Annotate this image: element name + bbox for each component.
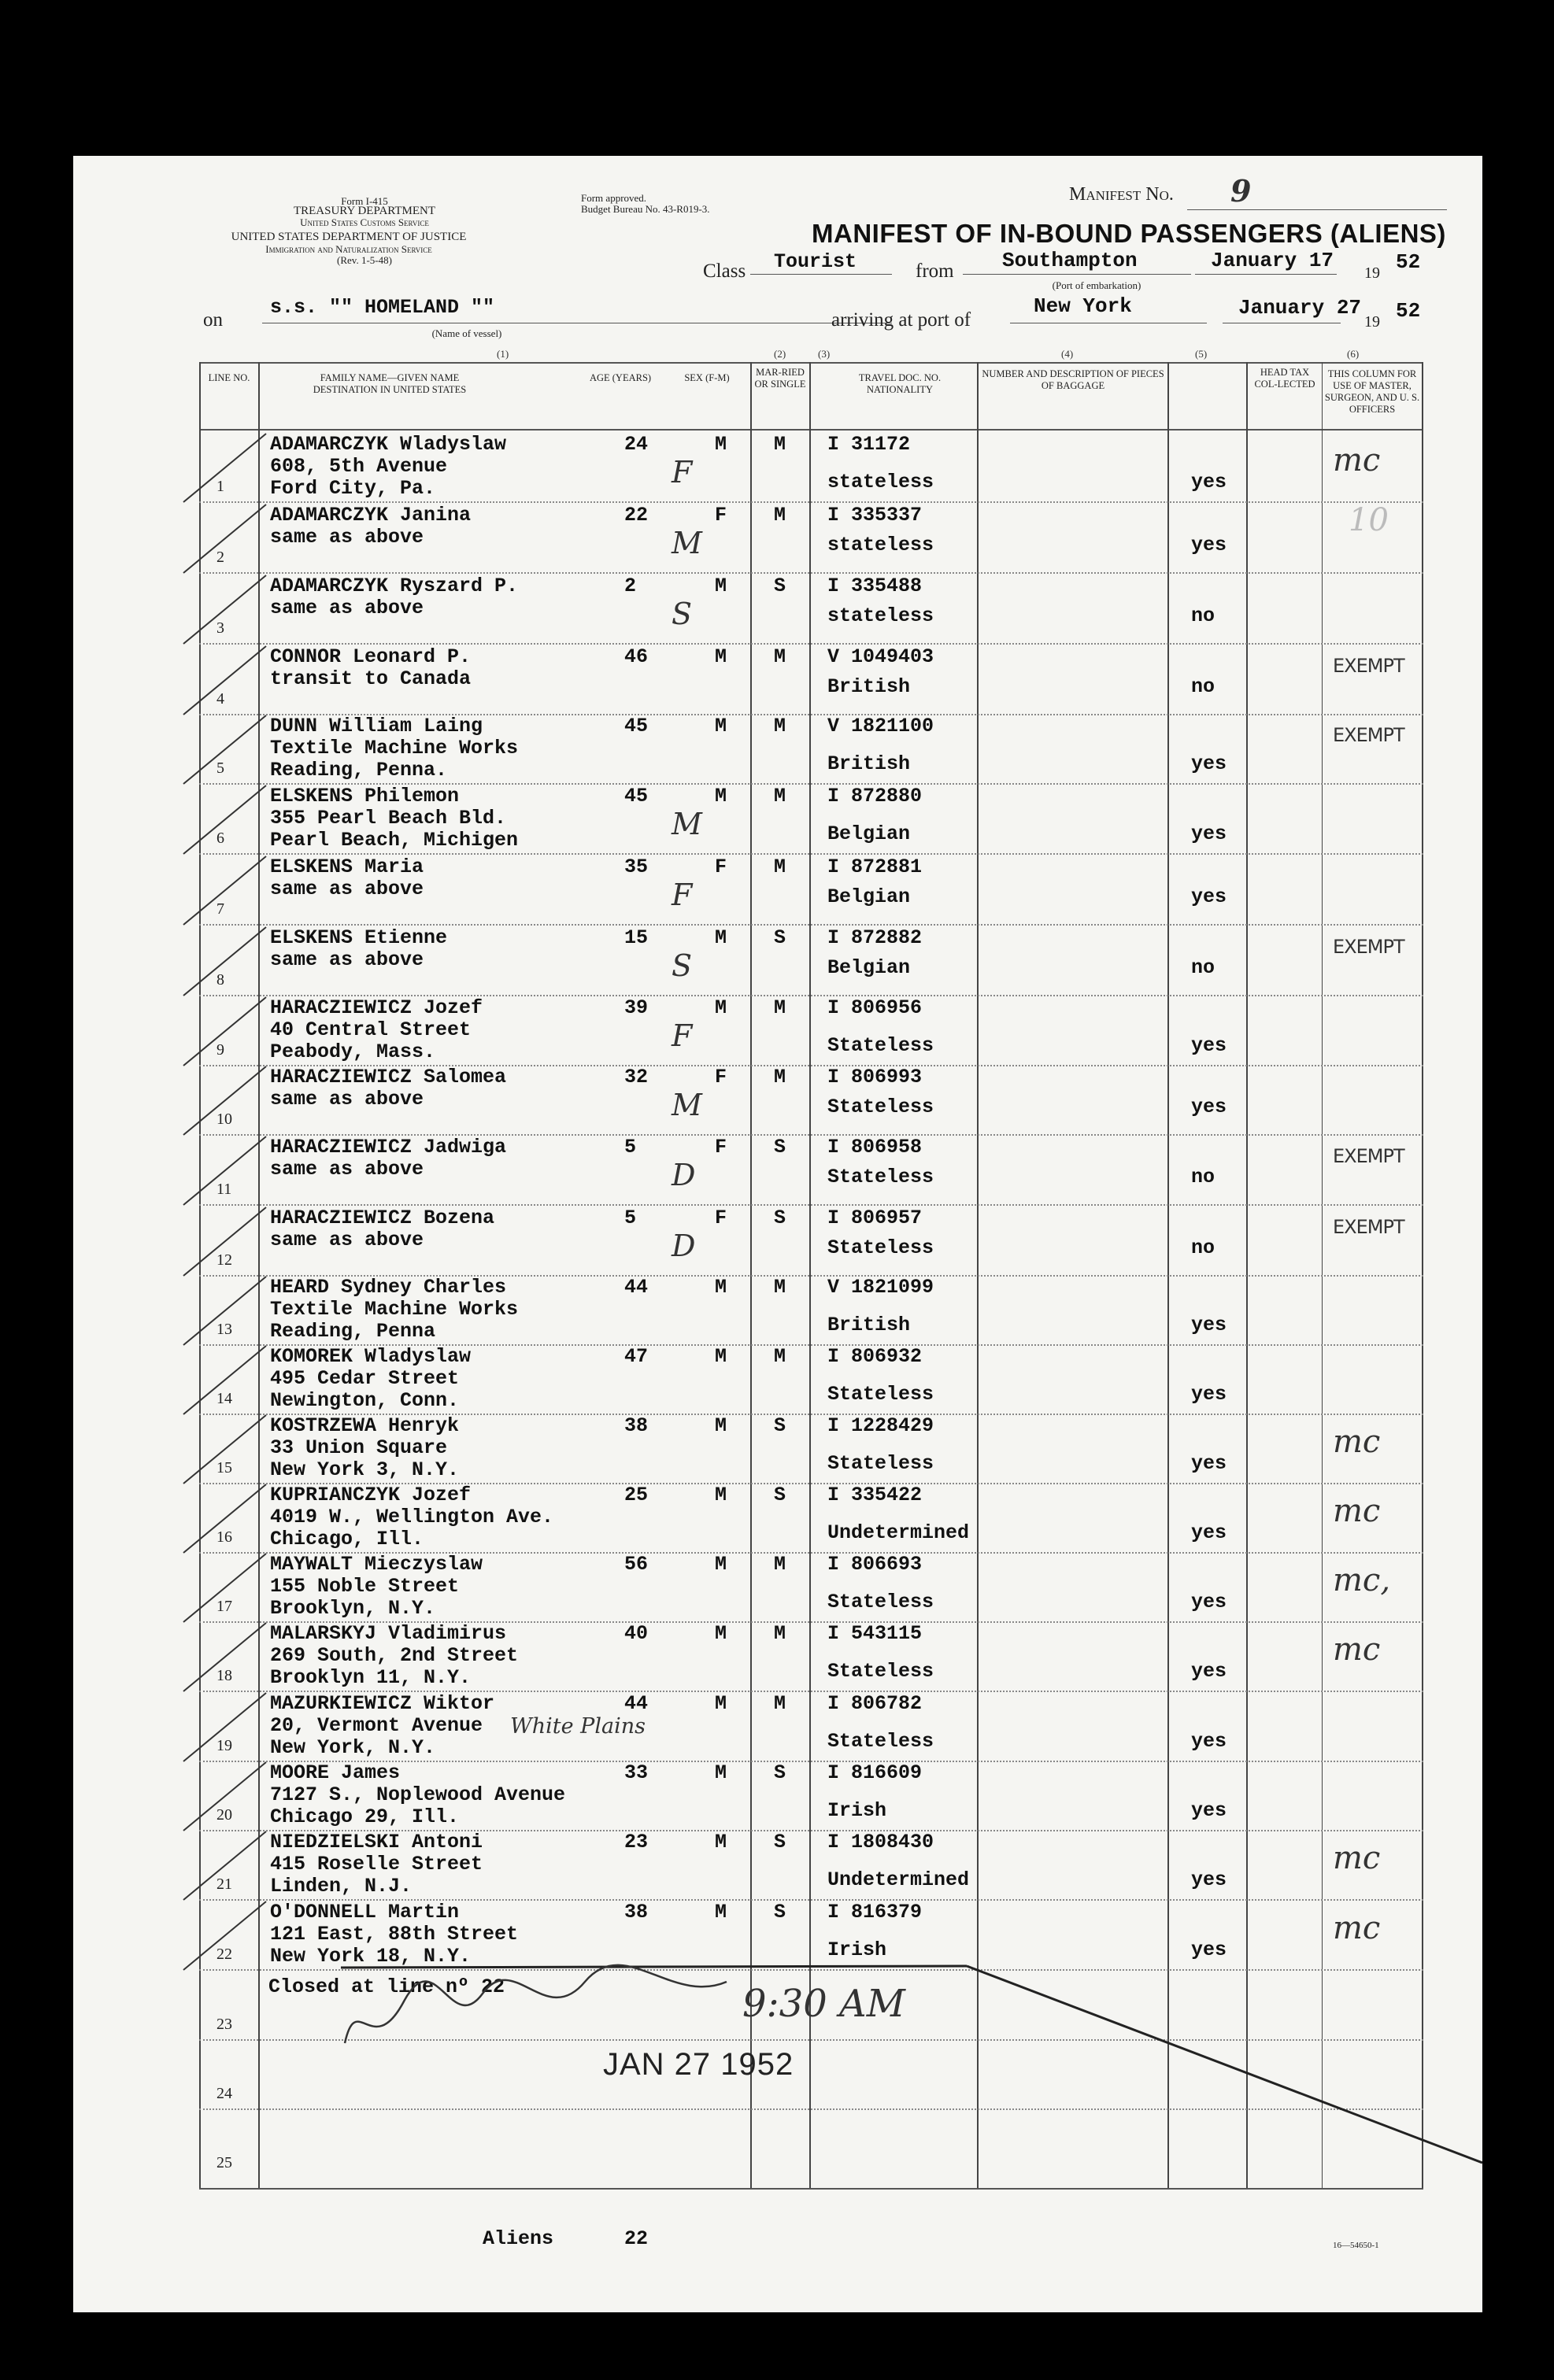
column-number: (4) — [1061, 348, 1074, 360]
form-number: Form I-415 — [341, 195, 388, 207]
passenger-name: ADAMARCZYK Wladyslaw — [270, 433, 507, 456]
sex-value: M — [715, 645, 727, 668]
year-prefix: 19 — [1364, 264, 1380, 282]
nationality-value: Stateless — [827, 1591, 934, 1613]
head-tax-value: no — [1191, 1236, 1215, 1259]
destination-line-1: 355 Pearl Beach Bld. — [270, 807, 507, 830]
closing-signature-lines — [73, 156, 1482, 2312]
officer-note: EXEMPT — [1333, 936, 1404, 958]
head-tax-value: yes — [1191, 1799, 1227, 1822]
sex-value: F — [715, 1066, 727, 1088]
class-label: Class — [703, 261, 746, 282]
sex-value: M — [715, 1831, 727, 1853]
arrival-year: 52 — [1396, 299, 1421, 323]
nationality-value: Irish — [827, 1938, 887, 1961]
destination-line-2: Chicago 29, Ill. — [270, 1805, 460, 1828]
destination-line-2: Brooklyn 11, N.Y. — [270, 1666, 472, 1689]
head-tax-value: yes — [1191, 534, 1227, 556]
form-code: 16—54650-1 — [1333, 2241, 1379, 2250]
column-number: (5) — [1195, 348, 1208, 360]
head-tax-value: yes — [1191, 1452, 1227, 1475]
header-destination: DESTINATION IN UNITED STATES — [313, 384, 467, 395]
destination-line-1: 40 Central Street — [270, 1018, 472, 1041]
line-number: 6 — [216, 830, 224, 847]
destination-line-2: New York 18, N.Y. — [270, 1945, 472, 1968]
header-sex: SEX (F-M) — [684, 372, 730, 383]
column-number: (6) — [1347, 348, 1360, 360]
officer-note: mc — [1333, 442, 1381, 479]
head-tax-value: yes — [1191, 822, 1227, 845]
sex-value: M — [715, 1276, 727, 1299]
travel-doc-number: I 872881 — [827, 856, 923, 878]
head-tax-value: yes — [1191, 752, 1227, 775]
header-head-tax: HEAD TAX COL-LECTED — [1254, 367, 1315, 390]
marital-status: S — [774, 1831, 786, 1853]
marital-status: M — [774, 715, 786, 737]
destination-line-2: Reading, Penna. — [270, 759, 448, 782]
handwritten-sex-mark: M — [672, 526, 702, 560]
age-value: 15 — [624, 926, 649, 949]
sex-value: F — [715, 1136, 727, 1159]
arrival-year-prefix: 19 — [1364, 313, 1380, 331]
marital-status: M — [774, 1345, 786, 1368]
sex-value: F — [715, 1207, 727, 1229]
nationality-value: Belgian — [827, 822, 911, 845]
age-value: 5 — [624, 1207, 637, 1229]
age-value: 56 — [624, 1553, 649, 1576]
age-value: 45 — [624, 715, 649, 737]
destination-line-1: same as above — [270, 1088, 424, 1111]
header-age: AGE (YEARS) — [589, 372, 652, 383]
line-number: 1 — [216, 478, 224, 495]
line-number: 7 — [216, 900, 224, 918]
destination-line-1: 495 Cedar Street — [270, 1367, 460, 1390]
officer-note: mc — [1333, 1840, 1381, 1876]
on-label: on — [203, 309, 223, 331]
passenger-name: KOMOREK Wladyslaw — [270, 1345, 472, 1368]
from-port: Southampton — [1002, 249, 1138, 272]
nationality-value: Stateless — [827, 1096, 934, 1118]
head-tax-value: yes — [1191, 1868, 1227, 1891]
line-number: 8 — [216, 971, 224, 989]
travel-doc-number: I 31172 — [827, 433, 911, 456]
port-caption: (Port of embarkation) — [1052, 279, 1141, 291]
line-number: 23 — [216, 2016, 232, 2033]
travel-doc-number: I 806957 — [827, 1207, 923, 1229]
destination-line-1: 33 Union Square — [270, 1436, 448, 1459]
sex-value: M — [715, 575, 727, 597]
head-tax-value: yes — [1191, 1591, 1227, 1613]
header-line-no: LINE NO. — [208, 372, 250, 383]
officer-note: mc — [1333, 1632, 1381, 1668]
marital-status: M — [774, 1692, 786, 1715]
destination-line-2: New York, N.Y. — [270, 1736, 436, 1759]
destination-line-1: 269 South, 2nd Street — [270, 1644, 519, 1667]
handwritten-sex-mark: S — [672, 948, 693, 983]
passenger-name: ADAMARCZYK Ryszard P. — [270, 575, 519, 597]
travel-doc-number: I 335337 — [827, 504, 923, 527]
line-number: 5 — [216, 759, 224, 777]
head-tax-value: yes — [1191, 471, 1227, 493]
travel-doc-number: I 806958 — [827, 1136, 923, 1159]
marital-status: M — [774, 996, 786, 1019]
head-tax-value: yes — [1191, 1730, 1227, 1753]
header-family-name: FAMILY NAME—GIVEN NAME — [320, 372, 460, 383]
destination-line-2: Pearl Beach, Michigen — [270, 829, 519, 852]
handwritten-sex-mark: M — [672, 1088, 702, 1122]
destination-line-1: 608, 5th Avenue — [270, 455, 448, 478]
age-value: 46 — [624, 645, 649, 668]
marital-status: S — [774, 1136, 786, 1159]
nationality-value: British — [827, 675, 911, 698]
passenger-name: ELSKENS Maria — [270, 856, 424, 878]
destination-line-1: same as above — [270, 597, 424, 619]
nationality-value: Stateless — [827, 1034, 934, 1057]
line-number: 14 — [216, 1390, 232, 1407]
nationality-value: stateless — [827, 534, 934, 556]
handwritten-sex-mark: F — [672, 455, 693, 490]
marital-status: S — [774, 1414, 786, 1437]
officer-note: mc — [1333, 1910, 1381, 1946]
sex-value: M — [715, 715, 727, 737]
destination-line-1: 121 East, 88th Street — [270, 1923, 519, 1946]
line-number: 2 — [216, 549, 224, 566]
handwritten-sex-mark: S — [672, 597, 693, 631]
manifest-number: 9 — [1230, 173, 1252, 209]
head-tax-value: yes — [1191, 1521, 1227, 1544]
destination-line-1: same as above — [270, 526, 424, 549]
passenger-name: MAZURKIEWICZ Wiktor — [270, 1692, 495, 1715]
travel-doc-number: I 872880 — [827, 785, 923, 808]
class-value: Tourist — [774, 250, 857, 273]
officer-note: mc — [1333, 1493, 1381, 1529]
travel-doc-number: I 335422 — [827, 1484, 923, 1506]
handwritten-sex-mark: F — [672, 878, 693, 912]
passenger-name: MOORE James — [270, 1761, 401, 1784]
age-value: 22 — [624, 504, 649, 527]
marital-status: M — [774, 1066, 786, 1088]
head-tax-value: yes — [1191, 1383, 1227, 1406]
line-number: 11 — [216, 1181, 232, 1198]
line-number: 12 — [216, 1251, 232, 1269]
manifest-no-label: Manifest No. — [1069, 184, 1174, 205]
arrival-date: January 27 — [1238, 296, 1362, 320]
sex-value: M — [715, 1692, 727, 1715]
sex-value: M — [715, 1901, 727, 1924]
destination-line-2: Peabody, Mass. — [270, 1040, 436, 1063]
line-number: 22 — [216, 1946, 232, 1963]
sex-value: M — [715, 1553, 727, 1576]
head-tax-value: yes — [1191, 1938, 1227, 1961]
destination-line-1: transit to Canada — [270, 667, 472, 690]
sex-value: F — [715, 856, 727, 878]
customs-service: United States Customs Service — [300, 216, 429, 228]
age-value: 45 — [624, 785, 649, 808]
nationality-value: Undetermined — [827, 1521, 970, 1544]
head-tax-value: yes — [1191, 885, 1227, 908]
nationality-value: British — [827, 1314, 911, 1336]
nationality-value: Stateless — [827, 1730, 934, 1753]
marital-status: S — [774, 1484, 786, 1506]
closed-note: Closed at line nº 22 — [268, 1975, 505, 1998]
line-number: 4 — [216, 690, 224, 708]
travel-doc-number: I 806956 — [827, 996, 923, 1019]
vessel-caption: (Name of vessel) — [431, 327, 502, 339]
marital-status: M — [774, 645, 786, 668]
marital-status: S — [774, 1901, 786, 1924]
ins-service: Immigration and Naturalization Service — [265, 243, 432, 255]
passenger-name: MALARSKYJ Vladimirus — [270, 1622, 507, 1645]
age-value: 38 — [624, 1901, 649, 1924]
travel-doc-number: I 806693 — [827, 1553, 923, 1576]
line-number: 10 — [216, 1111, 232, 1128]
passenger-name: HARACZIEWICZ Jozef — [270, 996, 483, 1019]
age-value: 44 — [624, 1692, 649, 1715]
closing-time: 9:30 AM — [742, 1982, 905, 2026]
age-value: 35 — [624, 856, 649, 878]
travel-doc-number: I 806782 — [827, 1692, 923, 1715]
travel-doc-number: V 1821099 — [827, 1276, 934, 1299]
vessel-name: s.s. "" HOMELAND "" — [270, 296, 495, 319]
age-value: 33 — [624, 1761, 649, 1784]
age-value: 47 — [624, 1345, 649, 1368]
officer-note: EXEMPT — [1333, 1145, 1404, 1167]
manifest-title: MANIFEST OF IN-BOUND PASSENGERS (ALIENS) — [812, 219, 1446, 248]
passenger-name: HARACZIEWICZ Bozena — [270, 1207, 495, 1229]
nationality-value: Stateless — [827, 1383, 934, 1406]
head-tax-value: yes — [1191, 1660, 1227, 1683]
sex-value: M — [715, 996, 727, 1019]
aliens-label: Aliens — [483, 2227, 554, 2250]
nationality-value: Belgian — [827, 885, 911, 908]
handwritten-sex-mark: F — [672, 1018, 693, 1053]
nationality-value: Stateless — [827, 1660, 934, 1683]
head-tax-value: yes — [1191, 1034, 1227, 1057]
sex-value: M — [715, 1622, 727, 1645]
head-tax-value: yes — [1191, 1096, 1227, 1118]
passenger-name: HARACZIEWICZ Salomea — [270, 1066, 507, 1088]
sex-value: M — [715, 785, 727, 808]
destination-line-1: 20, Vermont Avenue — [270, 1714, 483, 1737]
age-value: 40 — [624, 1622, 649, 1645]
arriving-label: arriving at port of — [831, 309, 971, 331]
destination-line-1: same as above — [270, 948, 424, 971]
passenger-name: ELSKENS Etienne — [270, 926, 448, 949]
line-number: 13 — [216, 1321, 232, 1338]
destination-line-2: Newington, Conn. — [270, 1389, 460, 1412]
date-stamp: JAN 27 1952 — [603, 2047, 794, 2082]
marital-status: M — [774, 433, 786, 456]
sex-value: M — [715, 433, 727, 456]
line-number: 9 — [216, 1041, 224, 1059]
marital-status: S — [774, 1761, 786, 1784]
travel-doc-number: I 1228429 — [827, 1414, 934, 1437]
head-tax-value: no — [1191, 604, 1215, 627]
marital-status: S — [774, 926, 786, 949]
sex-value: M — [715, 1345, 727, 1368]
travel-doc-number: I 816379 — [827, 1901, 923, 1924]
destination-line-1: same as above — [270, 1229, 424, 1251]
form-approved: Form approved. — [581, 192, 647, 204]
sex-value: M — [715, 1761, 727, 1784]
line-number: 16 — [216, 1528, 232, 1546]
travel-doc-number: I 335488 — [827, 575, 923, 597]
treasury-department: TREASURY DEPARTMENT — [293, 205, 436, 217]
marital-status: M — [774, 1276, 786, 1299]
officer-note: mc — [1333, 1424, 1381, 1460]
destination-line-1: Textile Machine Works — [270, 1298, 519, 1321]
header-travel-doc: TRAVEL DOC. NO. — [858, 372, 942, 383]
line-number: 17 — [216, 1598, 232, 1615]
passenger-name: CONNOR Leonard P. — [270, 645, 472, 668]
line-number: 21 — [216, 1876, 232, 1893]
age-value: 2 — [624, 575, 637, 597]
sex-value: M — [715, 1484, 727, 1506]
header-officers: THIS COLUMN FOR USE OF MASTER, SURGEON, AND U. S. OFFICERS — [1324, 368, 1420, 415]
line-number: 18 — [216, 1667, 232, 1684]
head-tax-value: no — [1191, 956, 1215, 979]
handwritten-sex-mark: M — [672, 807, 702, 841]
destination-line-1: same as above — [270, 1158, 424, 1181]
travel-doc-number: I 543115 — [827, 1622, 923, 1645]
age-value: 5 — [624, 1136, 637, 1159]
travel-doc-number: I 806932 — [827, 1345, 923, 1368]
sex-value: M — [715, 926, 727, 949]
nationality-value: stateless — [827, 604, 934, 627]
head-tax-value: yes — [1191, 1314, 1227, 1336]
officer-note: EXEMPT — [1333, 1216, 1404, 1238]
departure-date: January 17 — [1211, 249, 1334, 272]
marital-status: S — [774, 575, 786, 597]
passenger-name: NIEDZIELSKI Antoni — [270, 1831, 483, 1853]
age-value: 32 — [624, 1066, 649, 1088]
from-label: from — [916, 261, 954, 282]
white-plains-note: White Plains — [510, 1714, 646, 1739]
travel-doc-number: I 1808430 — [827, 1831, 934, 1853]
travel-doc-number: V 1821100 — [827, 715, 934, 737]
age-value: 25 — [624, 1484, 649, 1506]
age-value: 44 — [624, 1276, 649, 1299]
handwritten-sex-mark: D — [672, 1158, 696, 1192]
passenger-name: ADAMARCZYK Janina — [270, 504, 472, 527]
nationality-value: Belgian — [827, 956, 911, 979]
destination-line-1: 7127 S., Noplewood Avenue — [270, 1783, 566, 1806]
departure-year: 52 — [1396, 250, 1421, 274]
header-baggage: NUMBER AND DESCRIPTION OF PIECES OF BAGGAGE — [982, 368, 1164, 391]
destination-line-2: Linden, N.J. — [270, 1875, 413, 1898]
column-number: (3) — [818, 348, 831, 360]
sex-value: F — [715, 504, 727, 527]
age-value: 38 — [624, 1414, 649, 1437]
travel-doc-number: I 816609 — [827, 1761, 923, 1784]
passenger-name: DUNN William Laing — [270, 715, 483, 737]
passenger-name: HARACZIEWICZ Jadwiga — [270, 1136, 507, 1159]
travel-doc-number: V 1049403 — [827, 645, 934, 668]
passenger-name: KOSTRZEWA Henryk — [270, 1414, 460, 1437]
age-value: 39 — [624, 996, 649, 1019]
margin-note-10: 10 — [1349, 502, 1389, 538]
age-value: 23 — [624, 1831, 649, 1853]
travel-doc-number: I 806993 — [827, 1066, 923, 1088]
aliens-count: 22 — [624, 2227, 649, 2250]
passenger-name: ELSKENS Philemon — [270, 785, 460, 808]
destination-line-2: Reading, Penna — [270, 1320, 436, 1343]
arrival-port: New York — [1034, 294, 1132, 318]
passenger-name: KUPRIANCZYK Jozef — [270, 1484, 472, 1506]
marital-status: M — [774, 1622, 786, 1645]
travel-doc-number: I 872882 — [827, 926, 923, 949]
destination-line-2: Chicago, Ill. — [270, 1528, 424, 1550]
destination-line-1: 4019 W., Wellington Ave. — [270, 1506, 554, 1528]
line-number: 3 — [216, 619, 224, 637]
nationality-value: Stateless — [827, 1452, 934, 1475]
department-of-justice: UNITED STATES DEPARTMENT OF JUSTICE — [231, 231, 467, 243]
destination-line-2: Ford City, Pa. — [270, 477, 436, 500]
head-tax-value: no — [1191, 1166, 1215, 1188]
nationality-value: British — [827, 752, 911, 775]
officer-note: EXEMPT — [1333, 655, 1404, 677]
header-married: MAR-RIED OR SINGLE — [754, 367, 806, 390]
destination-line-1: 415 Roselle Street — [270, 1853, 483, 1876]
nationality-value: Irish — [827, 1799, 887, 1822]
line-number: 20 — [216, 1806, 232, 1824]
line-number: 25 — [216, 2154, 232, 2171]
nationality-value: Undetermined — [827, 1868, 970, 1891]
marital-status: M — [774, 856, 786, 878]
nationality-value: Stateless — [827, 1236, 934, 1259]
line-number: 24 — [216, 2085, 232, 2102]
marital-status: M — [774, 504, 786, 527]
destination-line-2: Brooklyn, N.Y. — [270, 1597, 436, 1620]
age-value: 24 — [624, 433, 649, 456]
passenger-name: O'DONNELL Martin — [270, 1901, 460, 1924]
destination-line-1: 155 Noble Street — [270, 1575, 460, 1598]
line-number: 15 — [216, 1459, 232, 1476]
budget-bureau: Budget Bureau No. 43-R019-3. — [581, 203, 710, 215]
line-number: 19 — [216, 1737, 232, 1754]
nationality-value: stateless — [827, 471, 934, 493]
marital-status: S — [774, 1207, 786, 1229]
officer-note: EXEMPT — [1333, 724, 1404, 746]
destination-line-2: New York 3, N.Y. — [270, 1458, 460, 1481]
form-revision: (Rev. 1-5-48) — [337, 254, 392, 266]
destination-line-1: Textile Machine Works — [270, 737, 519, 759]
handwritten-sex-mark: D — [672, 1229, 696, 1263]
manifest-sheet — [73, 156, 1482, 2312]
officer-note: mc, — [1333, 1562, 1391, 1598]
marital-status: M — [774, 1553, 786, 1576]
destination-line-1: same as above — [270, 878, 424, 900]
column-number: (1) — [497, 348, 509, 360]
header-nationality: NATIONALITY — [866, 384, 933, 395]
head-tax-value: no — [1191, 675, 1215, 698]
marital-status: M — [774, 785, 786, 808]
column-number: (2) — [774, 348, 786, 360]
sex-value: M — [715, 1414, 727, 1437]
passenger-name: HEARD Sydney Charles — [270, 1276, 507, 1299]
nationality-value: Stateless — [827, 1166, 934, 1188]
passenger-name: MAYWALT Mieczyslaw — [270, 1553, 483, 1576]
